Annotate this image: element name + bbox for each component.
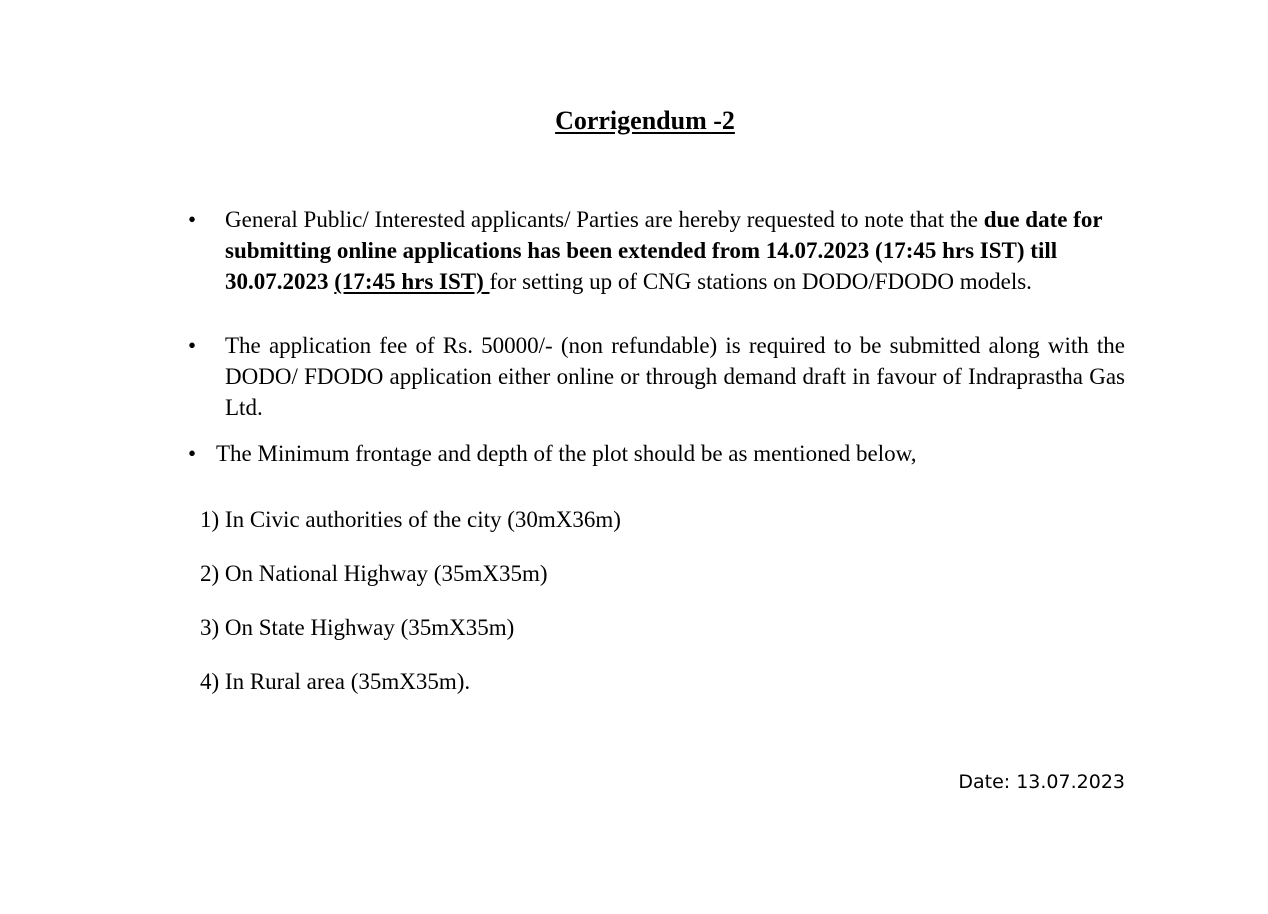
notice-text-deadline-time: (17:45 hrs IST) <box>334 269 490 294</box>
notice-text-intro: General Public/ Interested applicants/ Parties are hereby requested to note that the <box>225 207 984 232</box>
plot-requirement-item: 2) On National Highway (35mX35m) <box>200 561 548 586</box>
document-title: Corrigendum -2 <box>555 106 735 135</box>
notice-text-purpose: for setting up of CNG stations on DODO/FDODO models. <box>489 269 1032 294</box>
notice-paragraph-fee: The application fee of Rs. 50000/- (non refundable) is required to be submitted along with the DODO/ FDODO application either online or through demand draft in favour of Indraprastha Gas Ltd. <box>225 333 1125 420</box>
plot-requirement-item: 3) On State Highway (35mX35m) <box>200 615 515 640</box>
bullet-icon: • <box>188 333 197 358</box>
plot-requirement-item: 1) In Civic authorities of the city (30mX36m) <box>200 507 621 532</box>
plot-requirement-item: 4) In Rural area (35mX35m). <box>200 669 471 694</box>
bullet-icon: • <box>188 441 197 466</box>
notice-text-extension: due date for submitting online applications has been extended from 14.07.2023 (17:45 hrs IST) till 30.07.2023 <box>225 207 1103 294</box>
document-date: Date: 13.07.2023 <box>958 771 1125 793</box>
notice-paragraph-plot-size: The Minimum frontage and depth of the plot should be as mentioned below, <box>216 441 917 466</box>
notice-paragraph-due-date <box>225 204 1125 297</box>
bullet-icon: • <box>188 207 197 232</box>
